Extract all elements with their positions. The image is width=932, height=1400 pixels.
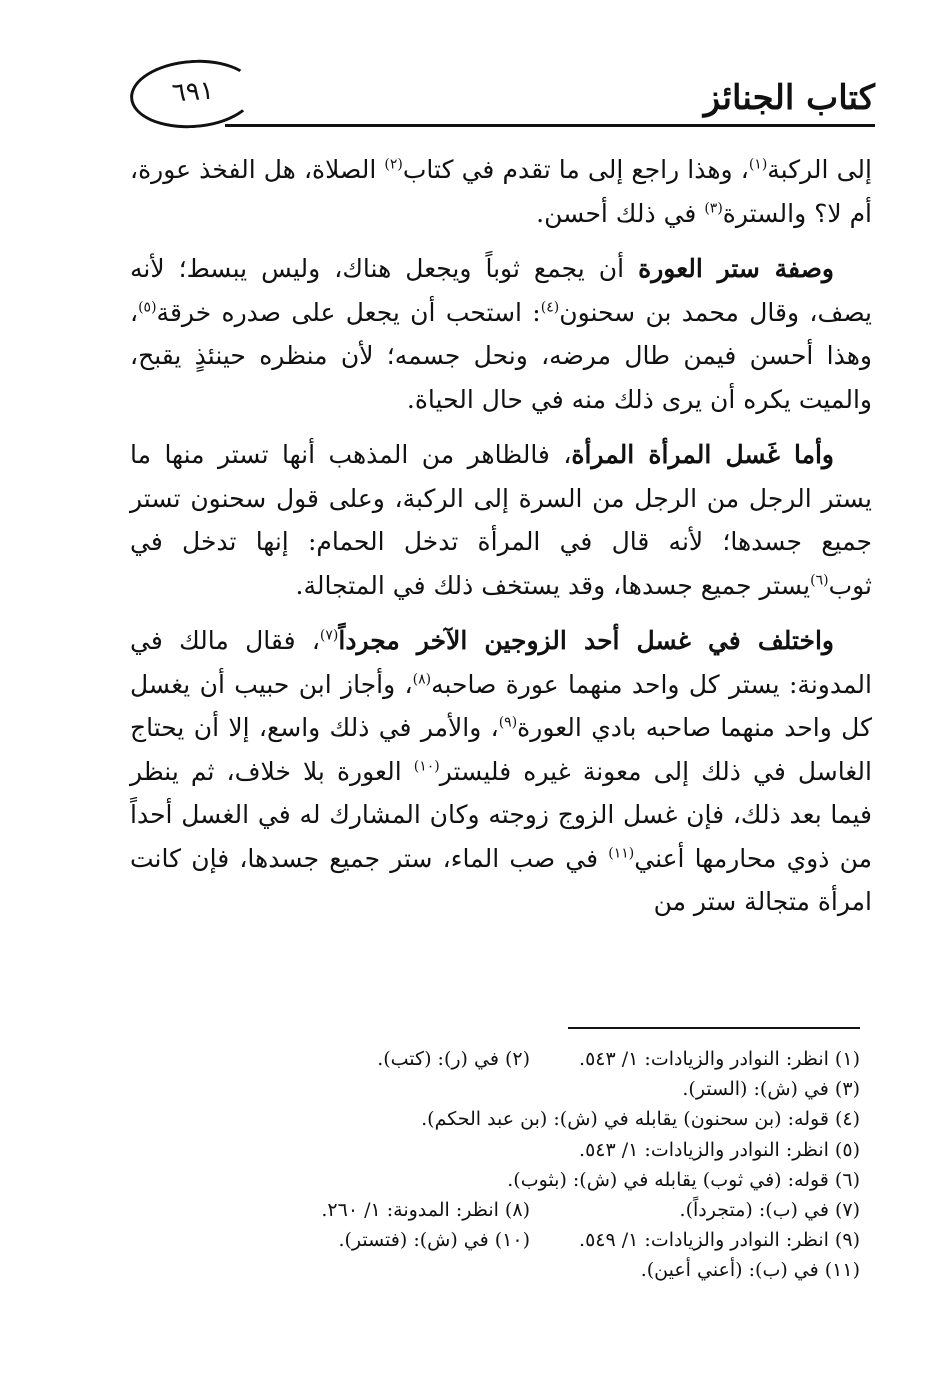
text-run: ، فالظاهر من المذهب أنها تستر منها ما يستر الرجل من الرجل من السرة إلى الركبة، وعلى قول سحنون تستر جميع جسدها؛ لأنه قال في المرأة تدخل الحمام: إنها تدخل في ثوب <box>130 440 872 600</box>
footnote-row <box>240 1135 860 1165</box>
footnote-ref-2[interactable]: (٢) <box>384 156 403 173</box>
page-header <box>130 60 875 130</box>
footnote-5: (٥) انظر: النوادر والزيادات: ١/ ٥٤٣. <box>579 1138 860 1161</box>
section-lead: وصفة ستر العورة <box>638 254 834 283</box>
footnote-row <box>240 1225 860 1255</box>
page-number-oval <box>128 56 258 133</box>
footnote-row <box>240 1165 860 1195</box>
text-run: في صب الماء، ستر جميع جسدها، فإن كانت امرأة متجالة ستر من <box>130 843 872 916</box>
footnote-7: (٧) في (ب): (متجرداً). <box>679 1199 860 1222</box>
page-number: ٦٩١ <box>170 75 215 109</box>
section-lead: واختلف في غسل أحد الزوجين الآخر مجرداً <box>338 626 834 655</box>
footnote-4: (٤) قوله: (بن سحنون) يقابله في (ش): (بن عبد الحكم). <box>421 1108 860 1131</box>
book-title: كتاب الجنائز <box>703 78 875 118</box>
text-run: ، فقال مالك في المدونة: يستر كل واحد منهما عورة صاحبه <box>130 626 872 699</box>
footnote-row <box>240 1044 860 1074</box>
paragraph-1 <box>130 148 872 235</box>
footnote-row <box>240 1195 860 1225</box>
text-run: ، والأمر في ذلك واسع، إلا أن يحتاج الغاسل في ذلك إلى معونة غيره فليستر <box>130 713 872 786</box>
text-run: ، وهذا راجع إلى ما تقدم في كتاب <box>402 155 749 184</box>
footnote-ref-4[interactable]: (٤) <box>540 299 560 316</box>
footnotes <box>240 1044 860 1286</box>
text-run: في ذلك أحسن. <box>536 198 705 228</box>
footnote-11: (١١) في (ب): (أعني أعين). <box>640 1259 860 1282</box>
footnote-ref-6[interactable]: (٦) <box>810 572 829 589</box>
header-rule <box>225 124 875 127</box>
footnote-row <box>240 1074 860 1104</box>
footnote-ref-5[interactable]: (٥) <box>138 299 157 316</box>
text-run: العورة بلا خلاف، ثم ينظر فيما بعد ذلك، فإن غسل الزوج زوجته وكان المشارك له في الغسل أحداً من ذوي محارمها أعني <box>130 756 873 873</box>
footnote-ref-3[interactable]: (٣) <box>704 200 723 217</box>
footnote-ref-8[interactable]: (٨) <box>412 671 432 688</box>
text-run: إلى الركبة <box>767 155 872 184</box>
footnote-separator <box>568 1027 860 1029</box>
footnote-row <box>240 1255 860 1285</box>
text-run: : استحب أن يجعل على صدره خرقة <box>156 297 541 327</box>
text-run: ، وهذا أحسن فيمن طال مرضه، ونحل جسمه؛ لأن منظره حينئذٍ يقبح، والميت يكره أن يرى ذلك منه في حال الحياة. <box>130 297 872 414</box>
footnote-2: (٢) في (ر): (كتب). <box>377 1048 530 1070</box>
footnote-8: (٨) انظر: المدونة: ١/ ٢٦٠. <box>321 1199 530 1222</box>
footnote-ref-10[interactable]: (١٠) <box>413 758 440 775</box>
footnote-3: (٣) في (ش): (الستر). <box>682 1078 860 1101</box>
text-run: أن يجمع ثوباً ويجعل هناك، وليس يبسط؛ لأنه يصف، وقال محمد بن سحنون <box>130 254 872 327</box>
footnote-9: (٩) انظر: النوادر والزيادات: ١/ ٥٤٩. <box>579 1229 860 1252</box>
main-text <box>130 148 872 936</box>
text-run: الصلاة، هل الفخذ عورة، أم لا؟ والسترة <box>130 155 872 228</box>
footnote-10: (١٠) في (ش): (فتستر). <box>338 1229 530 1252</box>
footnote-ref-7[interactable]: (٧) <box>319 627 339 644</box>
footnote-row <box>240 1104 860 1134</box>
text-run: ، وأجاز ابن حبيب أن يغسل كل واحد منهما صاحبه بادي العورة <box>130 669 872 742</box>
paragraph-4 <box>130 619 872 924</box>
section-lead: وأما غَسل المرأة المرأة <box>571 440 834 469</box>
text-run: يستر جميع جسدها، وقد يستخف ذلك في المتجالة. <box>295 570 811 600</box>
footnote-ref-11[interactable]: (١١) <box>608 845 635 862</box>
footnote-ref-1[interactable]: (١) <box>748 156 768 173</box>
footnote-1: (١) انظر: النوادر والزيادات: ١/ ٥٤٣. <box>579 1048 860 1070</box>
footnote-ref-9[interactable]: (٩) <box>498 714 518 731</box>
footnote-6: (٦) قوله: (في ثوب) يقابله في (ش): (بثوب). <box>507 1168 860 1191</box>
paragraph-3 <box>130 433 872 607</box>
paragraph-2 <box>130 247 872 421</box>
